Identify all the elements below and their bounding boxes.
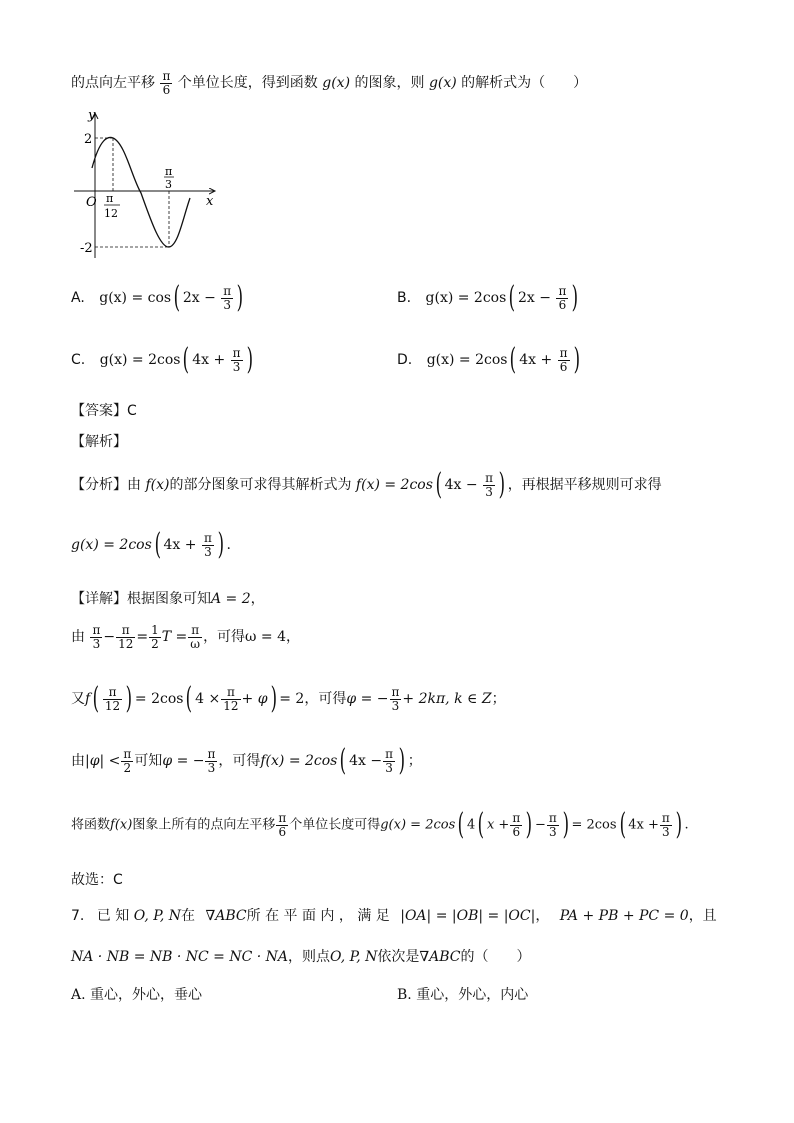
intro-gx: g(x) bbox=[322, 75, 351, 92]
x-axis-label: x bbox=[206, 194, 214, 209]
fenxi-line: 【分析】由 f(x)的部分图象可求得其解析式为 f(x) = 2cos( 4x − $\frac{\pi}{3}$ ) ，再根据平移规则可求得 bbox=[71, 467, 662, 502]
analysis-label: 【解析】 bbox=[71, 434, 127, 450]
answer-value: C bbox=[127, 403, 137, 419]
detail-line-4: 由|φ| < $\frac{\pi}{2}$ 可知φ = − $\frac{\pi}{3}$ ，可得f(x) = 2cos( 4x − $\frac{\pi}{3}$ ) ； bbox=[71, 743, 422, 778]
detail-line-1: 【详解】根据图象可知A = 2， bbox=[71, 591, 265, 607]
detail-line-3: 又f( $\frac{\pi}{12}$ ) = 2cos( 4 × $\frac{\pi}{12}$ + φ) = 2，可得φ = − $\frac{\pi}{3}$ + 2kπ, k ∈ Z； bbox=[71, 681, 506, 716]
q7-line-2: NA · NB = NB · NC = NC · NA，则点O, P, N依次是∇ABC的（ ） bbox=[71, 949, 531, 965]
q7-line-1: 7. 已 知 O, P, N在 ∇ABC所 在 平 面 内 ， 满 足 |OA| = |OB| = |OC|， PA + PB + PC = 0，且 bbox=[71, 908, 717, 924]
answer-line bbox=[71, 400, 137, 420]
detail-line-2: 由 $\frac{\pi}{3}$ − $\frac{\pi}{12}$ = $\frac{1}{2}$ T = $\frac{\pi}{\omega}$ ，可得ω = 4， bbox=[71, 623, 301, 651]
intro-text-3: 的图象，则 bbox=[354, 75, 425, 92]
answer-label: 【答案】 bbox=[71, 403, 127, 419]
detail-line-5: 将函数f(x)图象上所有的点向左平移 $\frac{\pi}{6}$ 个单位长度可得g(x) = 2cos( 4( x + $\frac{\pi}{6}$ ) − $\frac{\pi}{3}$ ) = 2cos( 4x + $\frac{\pi}{3}$ ) . bbox=[71, 807, 689, 842]
option-d-expr: g(x) = 2cos bbox=[426, 352, 508, 368]
choose-line: 故选：C bbox=[71, 872, 123, 888]
option-a[interactable]: A. g(x) = cos( 2x − $\frac{\pi}{3}$ ) bbox=[71, 280, 244, 315]
function-graph bbox=[70, 108, 230, 268]
intro-line bbox=[71, 70, 587, 96]
x-tick1-den: 12 bbox=[104, 207, 118, 220]
option-b-letter: B. bbox=[397, 290, 412, 306]
y-axis-label: y bbox=[88, 108, 96, 123]
x-tick2-den: 3 bbox=[165, 178, 172, 191]
fenxi-line-2: g(x) = 2cos( 4x + $\frac{\pi}{3}$ ) . bbox=[71, 527, 231, 562]
q7-option-a[interactable]: A. 重心，外心，垂心 bbox=[71, 987, 203, 1003]
y-min-label: -2 bbox=[80, 241, 93, 256]
option-c[interactable]: C. g(x) = 2cos( 4x + $\frac{\pi}{3}$ ) bbox=[71, 342, 253, 377]
intro-fraction: $\frac{\pi}{6}$ bbox=[162, 69, 171, 97]
option-c-letter: C. bbox=[71, 352, 86, 368]
x-tick1-num: π bbox=[106, 192, 114, 205]
option-d-letter: D. bbox=[397, 352, 413, 368]
option-b-expr: g(x) = 2cos bbox=[425, 290, 507, 306]
intro-text-2: 个单位长度，得到函数 bbox=[177, 75, 318, 92]
option-d[interactable]: D. g(x) = 2cos( 4x + $\frac{\pi}{6}$ ) bbox=[397, 342, 580, 377]
intro-text: 的点向左平移 bbox=[71, 75, 155, 92]
intro-gx-2: g(x) bbox=[428, 75, 457, 92]
option-b[interactable]: B. g(x) = 2cos( 2x − $\frac{\pi}{6}$ ) bbox=[397, 280, 579, 315]
option-a-letter: A. bbox=[71, 290, 85, 306]
option-a-expr: g(x) = cos bbox=[99, 290, 172, 306]
intro-text-4: 的解析式为（ ） bbox=[461, 75, 588, 92]
y-max-label: 2 bbox=[84, 132, 93, 147]
x-tick2-num: π bbox=[165, 165, 173, 178]
option-c-expr: g(x) = 2cos bbox=[99, 352, 181, 368]
q7-option-b[interactable]: B. 重心，外心，内心 bbox=[397, 987, 529, 1003]
origin-label: O bbox=[86, 195, 97, 210]
